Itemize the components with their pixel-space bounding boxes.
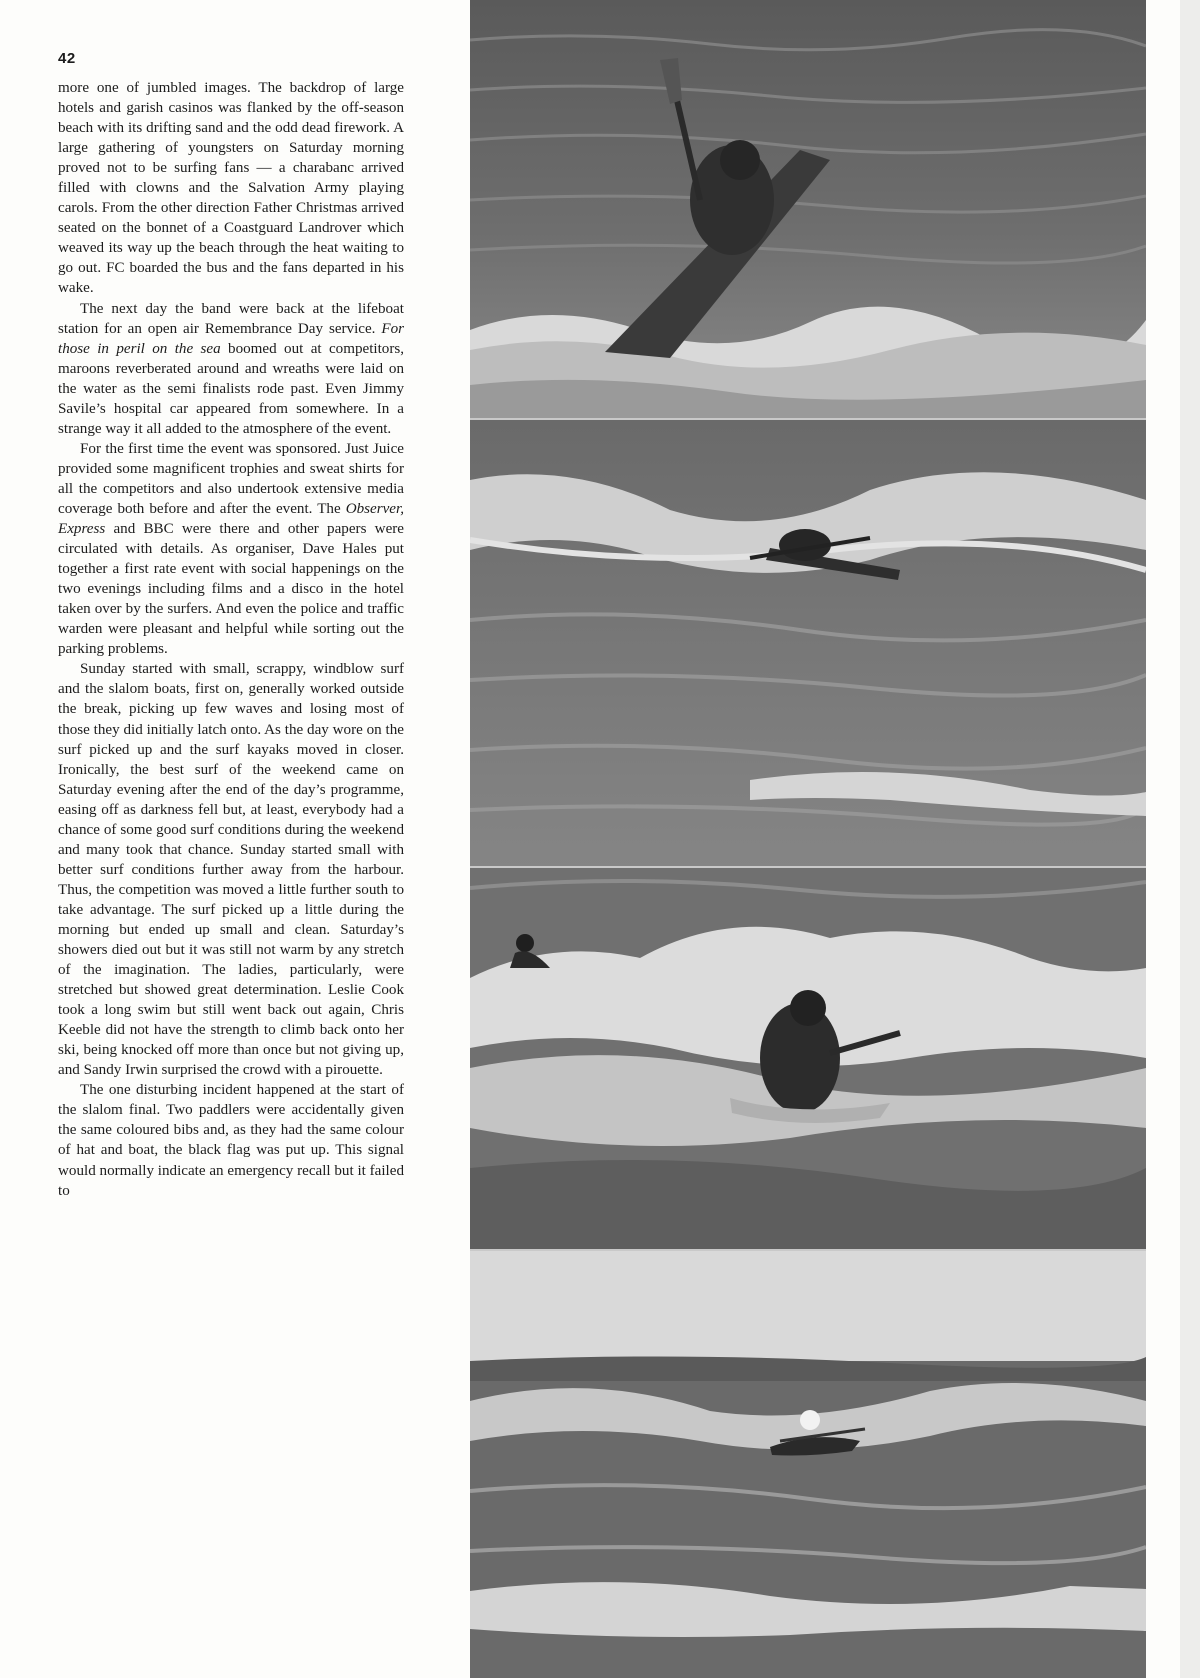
italic-text: For those in peril on the sea [58,320,404,357]
article-paragraph [58,1080,404,1200]
article-text-column [58,78,404,1201]
page-number: 42 [58,50,76,67]
article-paragraph [58,78,404,299]
italic-text: Observer, Express [58,500,404,538]
photo-kayak-vertical-wave [470,0,1146,420]
text-run: For the first time the event was sponsored. Just Juice provided some magnificent trophies and sweat shirts for all the competitors and also undertook extensive media coverage both before and after the event. The [58,440,404,517]
text-run: more one of jumbled images. The backdrop of large hotels and garish casinos was flanked by the off-season beach with its drifting sand and the odd dead firework. A large gathering of youngsters on Saturday morning proved not to be surfing fans — a charabanc arrived filled with clowns and the Salvation Army playing carols. From the other direction Father Christmas arrived seated on the bonnet of a Coastguard Landrover which weaved its way up the beach through the heat waiting to go out. FC boarded the bus and the fans departed in his wake. [58,80,404,297]
article-paragraph [58,439,404,660]
text-run: Sunday started with small, scrappy, windblow surf and the slalom boats, first on, generally worked outside the break, picking up few waves and losing most of those they did initially latch onto. As the day wore on the surf picked up and the surf kayaks moved in closer. Ironically, the best surf of the weekend came on Saturday evening after the end of the day’s programme, easing off as darkness fell but, at least, everybody had a chance of some good surf conditions during the weekend and many took that chance. Sunday started small with better surf conditions further away from the harbour. Thus, the competition was moved a little further south to take advantage. The surf picked up a little during the morning but ended up small and clean. Saturday’s showers died out but it was still not warm by any stretch of the imagination. The ladies, particularly, were stretched but showed great determination. Leslie Cook took a long swim but still went back out again, Chris Keeble did not have the strength to climb back onto her ski, being knocked off more than once but not giving up, and Sandy Irwin surprised the crowd with a pirouette. [58,661,404,1079]
text-run: and BBC were there and other papers were circulated with details. As organiser, Dave Hales put together a first rate event with social happenings on the two evenings including films and a disco in the hotel taken over by the surfers. And even the police and traffic warden were pleasant and helpful while sorting out the parking problems. [58,521,404,658]
adjacent-page-edge [1180,0,1200,1678]
photo-kayaker-white-water [470,868,1146,1251]
photo-kayak-distant-helmet [470,1251,1146,1678]
text-run: The next day the band were back at the lifeboat station for an open air Remembrance Day service. [58,300,404,337]
photo-column [470,0,1146,1678]
photo-kayak-on-wave [470,420,1146,868]
article-paragraph [58,299,404,439]
text-run: boomed out at competitors, maroons reverberated around and wreaths were laid on the water as the semi finalists rode past. Even Jimmy Savile’s hospital car appeared from somewhere. In a strange way it all added to the atmosphere of the event. [58,340,405,437]
article-paragraph [58,659,404,1080]
text-run: The one disturbing incident happened at the start of the slalom final. Two paddlers were accidentally given the same coloured bibs and, as they had the same colour of hat and boat, the black flag was put up. This signal would normally indicate an emergency recall but it failed to [58,1082,404,1199]
